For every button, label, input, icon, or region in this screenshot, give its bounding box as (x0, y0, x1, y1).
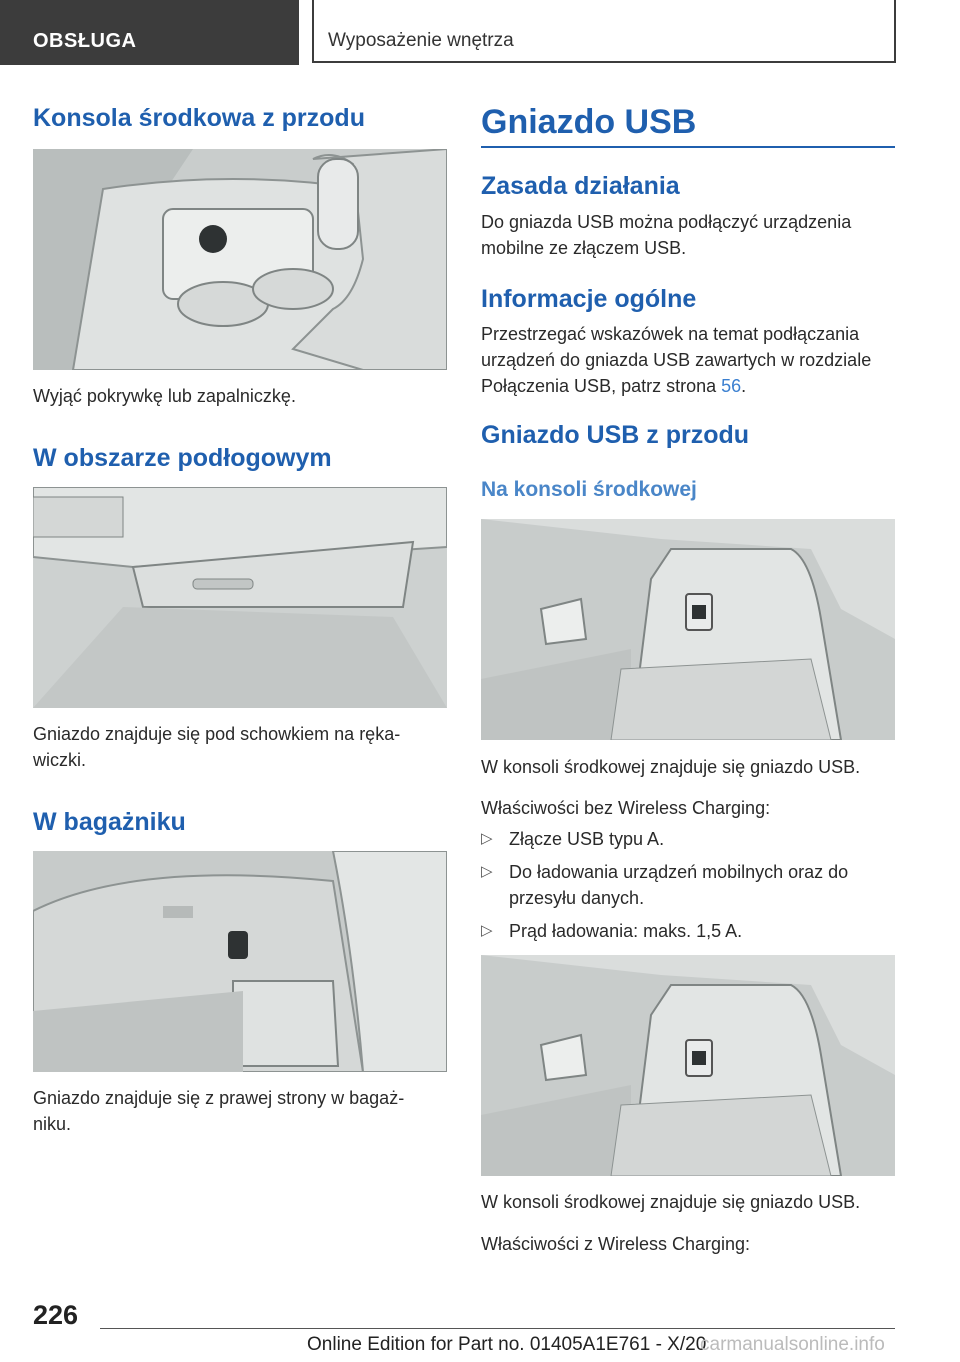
console-front-image (33, 149, 447, 370)
trunk-image (33, 851, 447, 1072)
heading-principle: Zasada działania (481, 172, 680, 200)
page-title: Gniazdo USB (481, 103, 697, 141)
principle-line2: mobilne ze złączem USB. (481, 238, 687, 258)
heading-center-console: Na konsoli środkowej (481, 478, 697, 501)
properties-without-wireless: Właściwości bez Wireless Charging: (481, 798, 771, 818)
triangle-bullet-icon: ▷ (481, 922, 493, 939)
section-label: OBSŁUGA (33, 30, 137, 52)
principle-line1: Do gniazda USB można podłączyć urządzenia (481, 212, 852, 232)
page-number: 226 (33, 1300, 79, 1330)
page-link-56[interactable]: 56 (721, 376, 742, 396)
heading-usb-front: Gniazdo USB z przodu (481, 421, 750, 449)
caption-trunk-line2: niku. (33, 1114, 72, 1134)
heading-trunk: W bagażniku (33, 808, 186, 836)
triangle-bullet-icon: ▷ (481, 863, 493, 880)
caption-usb-console-2: W konsoli środkowej znajduje się gniazdo USB. (481, 1192, 861, 1212)
caption-usb-console-1: W konsoli środkowej znajduje się gniazdo USB. (481, 757, 861, 777)
usb-console-image-1 (481, 519, 895, 740)
chapter-label: Wyposażenie wnętrza (328, 30, 514, 51)
caption-console-front: Wyjąć pokrywkę lub zapalniczkę. (33, 386, 296, 406)
footer-rule (100, 1328, 895, 1329)
properties-with-wireless: Właściwości z Wireless Charging: (481, 1234, 751, 1254)
edition-note: Online Edition for Part no. 01405A1E761 - X/20 (307, 1334, 707, 1355)
floor-image (33, 487, 447, 708)
general-line1: Przestrzegać wskazówek na temat podłączania (481, 324, 860, 344)
general-line3 (481, 373, 746, 399)
heading-console-front: Konsola środkowa z przodu (33, 104, 365, 132)
caption-trunk-line1: Gniazdo znajduje się z prawej strony w bagaż- (33, 1088, 405, 1108)
watermark: carmanualsonline.info (700, 1334, 885, 1355)
triangle-bullet-icon: ▷ (481, 830, 493, 847)
general-line3-text: Połączenia USB, patrz strona (481, 376, 722, 396)
chapter-tab (312, 0, 896, 63)
general-line2: urządzeń do gniazda USB zawartych w rozdziale (481, 350, 872, 370)
caption-floor-line1: Gniazdo znajduje się pod schowkiem na ręka- (33, 724, 401, 744)
heading-general: Informacje ogólne (481, 285, 697, 313)
general-line3-end: . (741, 376, 747, 396)
section-tab (0, 0, 299, 65)
heading-floor: W obszarze podłogowym (33, 444, 332, 472)
caption-floor-line2: wiczki. (33, 750, 86, 770)
usb-console-image-2 (481, 955, 895, 1176)
title-rule (481, 146, 895, 148)
